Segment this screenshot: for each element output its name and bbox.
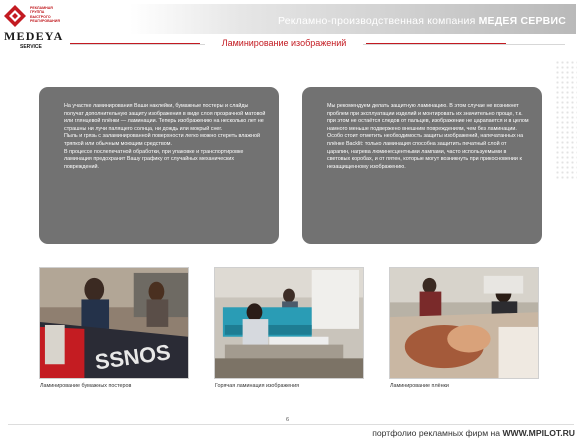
paragraph: Мы рекомендуем делать защитную ламинацию. В этом случае не возникнет проблем при эксплуатации изделий и монтировать их значительно проще, т.к. при этом не остаётся следов от пальцев, изображение не царапается и в целом намного меньше подвержено внешним повреждениям, чем без ламинации.	[327, 103, 529, 132]
text-panel-left	[39, 87, 279, 244]
footer-rule	[8, 424, 574, 425]
photo-caption: Ламинирование плёнки	[390, 383, 449, 389]
text-panel-right	[302, 87, 542, 244]
section-rule-accent-left	[70, 43, 200, 44]
photo-caption: Горячая ламинация изображения	[215, 383, 300, 389]
company-title	[278, 15, 566, 27]
poster-text: SSNOS	[93, 339, 173, 375]
photo-caption: Ламинирование бумажных постеров	[40, 383, 132, 389]
section-title: Ламинирование изображений	[205, 38, 363, 49]
photo-poster-lamination	[39, 267, 189, 379]
paragraph: На участке ламинирования Ваши наклейки, бумажные постеры и слайды получат дополнительную защиту изображения в виде слоя прозрачной матовой или глянцевой плёнки — ламинации. Теперь изображению на несколько лет не страшны ни лучи палящего солнца, ни дождь или мокрый снег.	[64, 103, 266, 132]
company-name: МЕДЕЯ СЕРВИС	[478, 15, 566, 27]
header-band	[130, 4, 576, 34]
paragraph: Особо стоит отметить необходимость защиты изображений, напечатанных на плёнке Backlit: только ламинация способна защитить печатный слой от царапин, нагрева люминесцентными лампами, часто используемыми в световых коробах, и от пятен, которые могут возникнуть при прикосновении к незащищенному изображению.	[327, 133, 524, 170]
logo-tagline: РЕКЛАМНАЯ ГРУППА БЫСТРОГО РЕАГИРОВАНИЯ	[30, 6, 60, 23]
page-number: 6	[286, 417, 290, 423]
footer-site-link[interactable]: WWW.MPILOT.RU	[502, 428, 575, 438]
logo-sub: SERVICE	[20, 44, 42, 50]
footer	[372, 428, 575, 438]
logo-mark-icon	[4, 5, 26, 27]
paragraph: В процессе послепечатной обработки, при упаковке и транспортировке ламинация предохранит Вашу графику от случайных механических повреждений.	[64, 148, 244, 170]
section-rule-accent-right	[366, 43, 506, 44]
photo-hot-lamination	[214, 267, 364, 379]
paragraph: Пыль и грязь с заламинированной поверхности легко можно стереть влажной тряпкой или обычным моющим средством.	[64, 133, 260, 147]
logo-name: MEDEYA	[4, 29, 64, 43]
footer-prefix: портфолио рекламных фирм на	[372, 428, 501, 438]
decorative-dots	[555, 60, 577, 180]
photo-film-lamination	[389, 267, 539, 379]
company-prefix: Рекламно-производственная компания	[277, 15, 476, 27]
